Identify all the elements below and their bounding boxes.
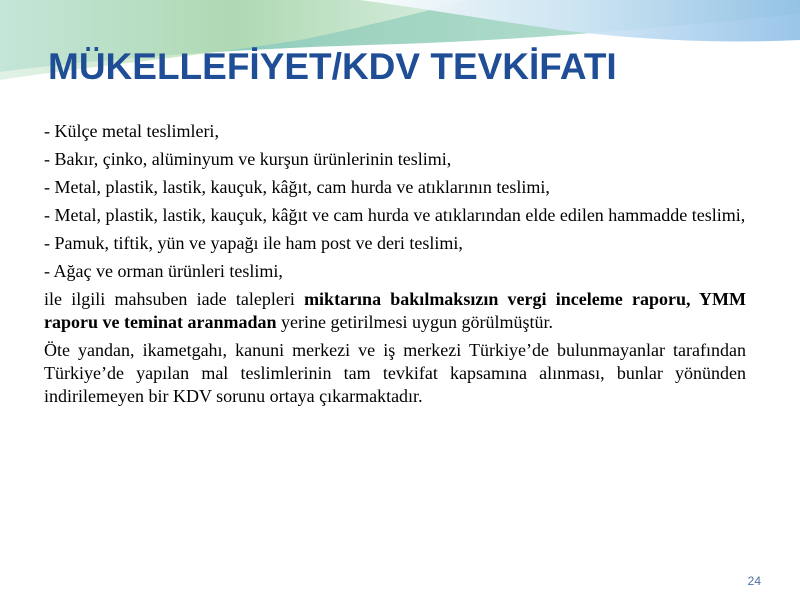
slide-title: MÜKELLEFİYET/KDV TEVKİFATI [48, 46, 617, 87]
paragraph-refund-end: yerine getirilmesi uygun görülmüştür. [276, 312, 553, 332]
list-item: - Metal, plastik, lastik, kauçuk, kâğıt, cam hurda ve atıklarının teslimi, [44, 177, 550, 197]
list-item: - Ağaç ve orman ürünleri teslimi, [44, 261, 283, 281]
paragraph-refund-start: ile ilgili mahsuben iade talepleri [44, 289, 305, 309]
page-number: 24 [747, 574, 761, 588]
list-item: - Bakır, çinko, alüminyum ve kurşun ürünlerinin teslimi, [44, 149, 452, 169]
list-item: - Pamuk, tiftik, yün ve yapağı ile ham post ve deri teslimi, [44, 233, 463, 253]
list-item: - Metal, plastik, lastik, kauçuk, kâğıt ve cam hurda ve atıklarından elde edilen hammadde teslimi, [44, 205, 746, 225]
paragraph-nonresident: Öte yandan, ikametgahı, kanuni merkezi ve iş merkezi Türkiye’de bulunmayanlar tarafından Türkiye’de yapılan mal teslimlerinin tam tevkifat kapsamına alınması, bunlar yönünden indirilemeyen bir KDV sorunu ortaya çıkarmaktadır. [44, 340, 746, 406]
list-item: - Külçe metal teslimleri, [44, 121, 219, 141]
paragraph-refund [44, 288, 746, 334]
slide-body [44, 120, 746, 413]
paragraph-refund-emphasis: miktarına bakılmaksızın vergi inceleme raporu, YMM raporu ve teminat aranmadan [44, 289, 746, 332]
